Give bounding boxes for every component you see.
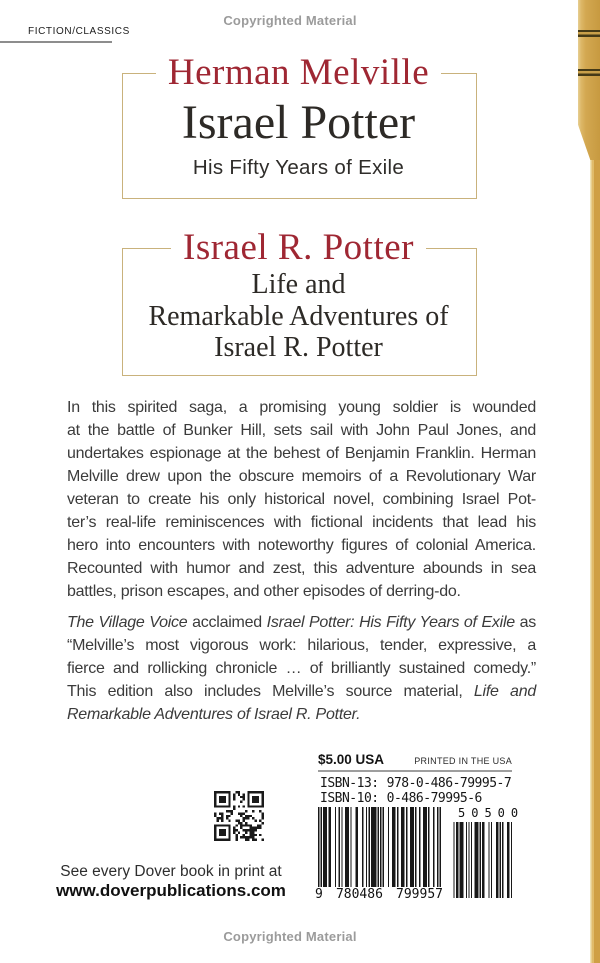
copyright-bottom-label: Copyrighted Material	[223, 929, 357, 944]
isbn13-row	[320, 776, 516, 791]
source-title	[122, 227, 475, 269]
ean-digit-group: 780486	[335, 887, 383, 902]
dover-promo	[33, 862, 309, 901]
page-edge-band	[578, 30, 600, 37]
supplement-digits: 50500	[458, 806, 525, 820]
category-label: FICTION/CLASSICS	[28, 26, 130, 37]
qr-code-icon	[214, 791, 264, 841]
dover-tagline: See every Dover book in print at	[60, 863, 282, 880]
isbn13-label: ISBN-13:	[320, 776, 379, 791]
isbn10-label: ISBN-10:	[320, 791, 379, 806]
source-title-text: Israel R. Potter	[171, 227, 426, 268]
ean-digit-group: 9	[315, 887, 323, 902]
isbn13-value: 978-0-486-79995-7	[386, 776, 512, 791]
review-paragraph: The Village Voice acclaimed Israel Potter: His Fifty Years of Exile as “Melville’s most vigorous work: hilarious, tender, expressive, a fierce and rollicking chronicle … of brilliantly sustained comedy.” This edition also includes Melville’s source material, Life and Remarkable Adventures of Israel R. Potter.	[67, 614, 537, 723]
price-row	[318, 752, 512, 767]
supplement-barcode	[452, 822, 512, 898]
author-name-text: Herman Melville	[156, 52, 441, 93]
ean-digit-group: 799957	[396, 887, 443, 902]
page-edge-top-block	[578, 0, 600, 160]
source-subtitle: Life and Remarkable Adventures of Israel R. Potter	[148, 269, 449, 363]
barcode-digits	[315, 887, 443, 903]
divider-rule	[318, 770, 512, 772]
price-label: $5.00 USA	[318, 752, 385, 767]
isbn10-row	[320, 791, 516, 806]
page-edge-band	[578, 69, 600, 76]
ean-barcode	[318, 807, 441, 899]
category-underline	[0, 41, 112, 43]
author-name	[122, 52, 475, 94]
dover-url: www.doverpublications.com	[56, 881, 286, 900]
copyright-top-label: Copyrighted Material	[223, 13, 357, 28]
printed-in-usa-label: PRINTED IN THE USA	[414, 756, 512, 766]
synopsis-paragraph: In this spirited saga, a promising young soldier is wounded at the battle of Bunker Hill, sets sail with John Paul Jones, and undertakes espionage at the behest of Benjamin Franklin. Herman Melville drew upon the obscure memoirs of a Revolutionary War veteran to create his only historical novel, combining Israel Pot- ter’s real-life reminiscences with fictional incidents that lead his hero into encounters with noteworthy figures of colonial America. Recounted with humor and zest, this adventure abounds in sea battles, prison escapes, and other episodes of derring-do.	[67, 399, 536, 600]
isbn10-value: 0-486-79995-6	[386, 791, 482, 806]
book-subtitle: His Fifty Years of Exile	[192, 156, 405, 179]
book-title: Israel Potter	[181, 96, 416, 149]
